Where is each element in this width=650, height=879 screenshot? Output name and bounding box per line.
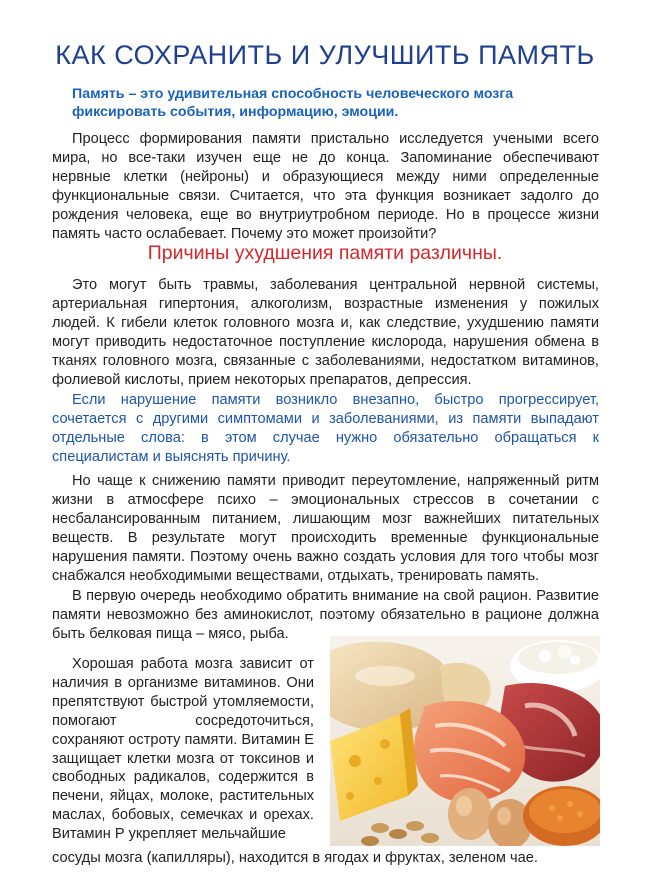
vitamins-paragraph: Хорошая работа мозга зависит от наличия в организме витаминов. Они препятствуют быстрой утомляемости, помогают сосредоточиться, сохраняют остроту памяти. Витамин Е защищает клетки мозга от токсинов и свободных радикалов, содержится в печени, яйцах, молоке, растительных маслах, бобовых, семечках и орехах. Витамин Р укрепляет мельчайшие [52,656,314,843]
warning-paragraph: Если нарушение памяти возникло внезапно, быстро прогрессирует, сочетается с другими симптомами и заболеваниями, из памяти выпадают отдельные слова: в этом случае нужно обязательно обращаться к специалистам и выяснять причину. [52,392,599,465]
page-title: КАК СОХРАНИТЬ И УЛУЧШИТЬ ПАМЯТЬ [55,40,595,70]
capillaries-paragraph: сосуды мозга (капилляры), находится в ягодах и фруктах, зеленом чае. [52,850,538,866]
fatigue-paragraph: Но чаще к снижению памяти приводит переутомление, напряженный ритм жизни в атмосфере психо – эмоциональных стрессов в сочетании с несбалансированным питанием, лишающим мозг важнейших питательных веществ. В результате могут происходить временные функциональные нарушения памяти. Поэтому очень важно создать условия для того чтобы мозг снабжался необходимыми веществами, отдыхать, тренировать память. [52,473,599,584]
causes-paragraph: Это могут быть травмы, заболевания центральной нервной системы, артериальная гипертония, алкоголизм, возрастные изменения у пожилых людей. К гибели клеток головного мозга и, как следствие, ухудшению памяти могут приводить недостаточное поступление кислорода, нарушения обмена в тканях головного мозга, связанные с заболеваниями, недостатком витаминов, фолиевой кислоты, прием некоторых препаратов, депрессия. [52,277,599,388]
lead-paragraph: Память – это удивительная способность человеческого мозга фиксировать события, информацию, эмоции. [72,86,514,120]
diet-paragraph: В первую очередь необходимо обратить внимание на свой рацион. Развитие памяти невозможно без аминокислот, поэтому обязательно в рационе должна быть белковая пища – мясо, рыба. [52,588,599,642]
protein-food-photo [330,636,600,846]
intro-paragraph: Процесс формирования памяти пристально исследуется учеными всего мира, но все-таки изучен еще не до конца. Запоминание обеспечивают нервные клетки (нейроны) и образующиеся между ними определенные функциональные связи. Считается, что эта функция возникает задолго до рождения человека, еще во внутриутробном периоде. Но в процессе жизни память часто ослабевает. Почему это может произойти? [52,131,599,242]
section-subheading: Причины ухудшения памяти различны. [147,242,503,264]
